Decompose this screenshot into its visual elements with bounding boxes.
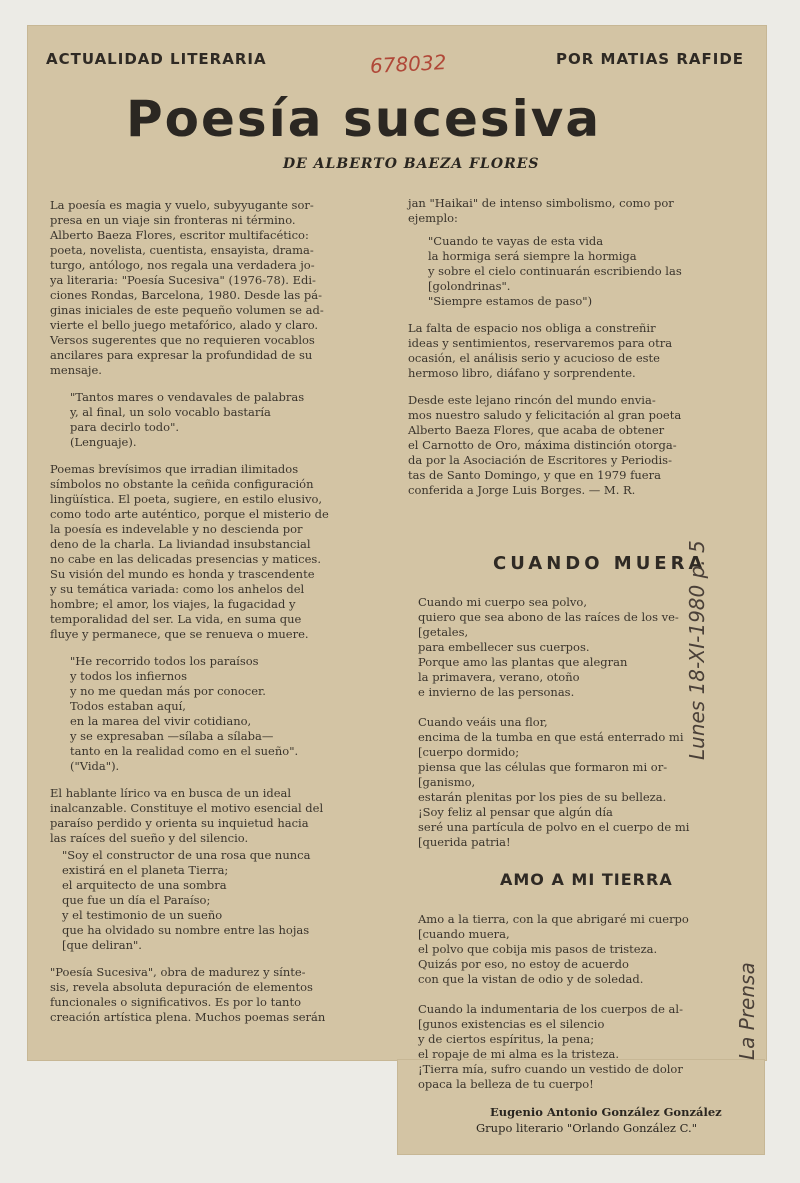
paragraph: Desde este lejano rincón del mundo envia- mos nuestro saludo y felicitación al gran poeta Alberto Baeza Flores, que acaba de obtener el Carnotto de Oro, máxima distinción otorga- da por la Asociación de Escritores y Periodis- tas de Santo Domingo, y que en 1979 fuera conferida a Jorge Luis Borges. — M. R. <box>408 393 682 497</box>
article-column-left <box>50 198 385 1025</box>
poem-title: AMO A MI TIERRA <box>500 870 673 889</box>
quote: "He recorrido todos los paraísos y todos los infiernos y no me quedan más por conocer. Todos estaban aquí, en la marea del vivir cotidiano, y se expresaban —sílaba a sílaba— tanto en la realidad como en el sueño". ("Vida"). <box>70 654 299 773</box>
paragraph: La poesía es magia y vuelo, subyyugante sor- presa en un viaje sin fronteras ni término. Alberto Baeza Flores, escritor multifacético: poeta, novelista, cuentista, ensayista, drama- turgo, antólogo, nos regala una verdadera jo- ya literaria: "Poesía Sucesiva" (1976-78). Edi- ciones Rondas, Barcelona, 1980. Desde las pá- ginas iniciales de este pequeño volumen se ad- vierte el bello juego metafórico, alado y claro. Versos sugerentes que no requieren vocablos ancilares para expresar la profundidad de su mensaje. <box>50 198 324 377</box>
section-label: ACTUALIDAD LITERARIA <box>46 50 267 68</box>
paragraph: "Poesía Sucesiva", obra de madurez y sínte- sis, revela absoluta depuración de elementos funcionales o significativos. Es por lo tanto creación artística plena. Muchos poemas serán <box>50 965 326 1024</box>
poem-author: Eugenio Antonio González González <box>490 1105 722 1119</box>
paragraph: Poemas brevísimos que irradian ilimitados símbolos no obstante la ceñida configuración lingüística. El poeta, sugiere, en estilo elusivo, como todo arte auténtico, porque el misterio de la poesía es indevelable y no descienda por deno de la charla. La liviandad insubstancial no cabe en las delicadas presencias y matices. Su visión del mundo es honda y trascendente y su temática variada: como los anhelos del hombre; el amor, los viajes, la fugacidad y temporalidad del ser. La vida, en suma que fluye y permanece, que se renueva o muere. <box>50 462 329 641</box>
article-byline: DE ALBERTO BAEZA FLORES <box>283 156 540 172</box>
column-author: POR MATIAS RAFIDE <box>556 50 745 68</box>
handwritten-date: Lunes 18-XI-1980 p. 5 <box>685 540 709 760</box>
poem-group: Grupo literario "Orlando González C." <box>476 1121 697 1135</box>
paragraph: La falta de espacio nos obliga a constreñir ideas y sentimientos, reservaremos para otra ocasión, el análisis serio y acucioso de este hermoso libro, diáfano y sorprendente. <box>408 321 673 380</box>
handwritten-newspaper-name: La Prensa <box>735 962 759 1060</box>
poem-text: Cuando mi cuerpo sea polvo, quiero que sea abono de las raíces de los ve- [getales, para embellecer sus cuerpos. Porque amo las plantas que alegran la primavera, verano, otoño e invierno de las personas. Cuando veáis una flor, encima de la tumba en que está enterrado mi [cuerpo dormido; piensa que las células que formaron mi or- [ganismo, estarán plenitas por los pies de su belleza. ¡Soy feliz al pensar que algún día seré una partícula de polvo en el cuerpo de mi [querida patria! <box>418 595 690 849</box>
poem-text: Amo a la tierra, con la que abrigaré mi cuerpo [cuando muera, el polvo que cobija mis pasos de tristeza. Quizás por eso, no estoy de acuerdo con que la vistan de odio y de soledad. Cuando la indumentaria de los cuerpos de al- [gunos existencias es el silencio y de ciertos espíritus, la pena; el ropaje de mi alma es la tristeza. ¡Tierra mía, sufro cuando un vestido de dolor opaca la belleza de tu cuerpo! <box>418 912 689 1091</box>
quote: "Soy el constructor de una rosa que nunca existirá en el planeta Tierra; el arquitecto de una sombra que fue un día el Paraíso; y el testimonio de un sueño que ha olvidado su nombre entre las hojas [que deliran". <box>62 848 311 952</box>
red-ink-stamp: 678032 <box>369 50 447 78</box>
article-title: Poesía sucesiva <box>126 90 602 148</box>
article-column-right <box>408 196 743 498</box>
paragraph: El hablante lírico va en busca de un ideal inalcanzable. Constituye el motivo esencial del paraíso perdido y orienta su inquietud hacia las raíces del sueño y del silencio. <box>50 786 324 845</box>
quote: "Tantos mares o vendavales de palabras y, al final, un solo vocablo bastaría para decirlo todo". (Lenguaje). <box>70 390 305 449</box>
quote: "Cuando te vayas de esta vida la hormiga será siempre la hormiga y sobre el cielo continuarán escribiendo las [golondrinas". "Siempre estamos de paso") <box>428 234 682 308</box>
poem-title: CUANDO MUERA <box>493 553 707 574</box>
paragraph: jan "Haikai" de intenso simbolismo, como por ejemplo: <box>408 196 674 225</box>
